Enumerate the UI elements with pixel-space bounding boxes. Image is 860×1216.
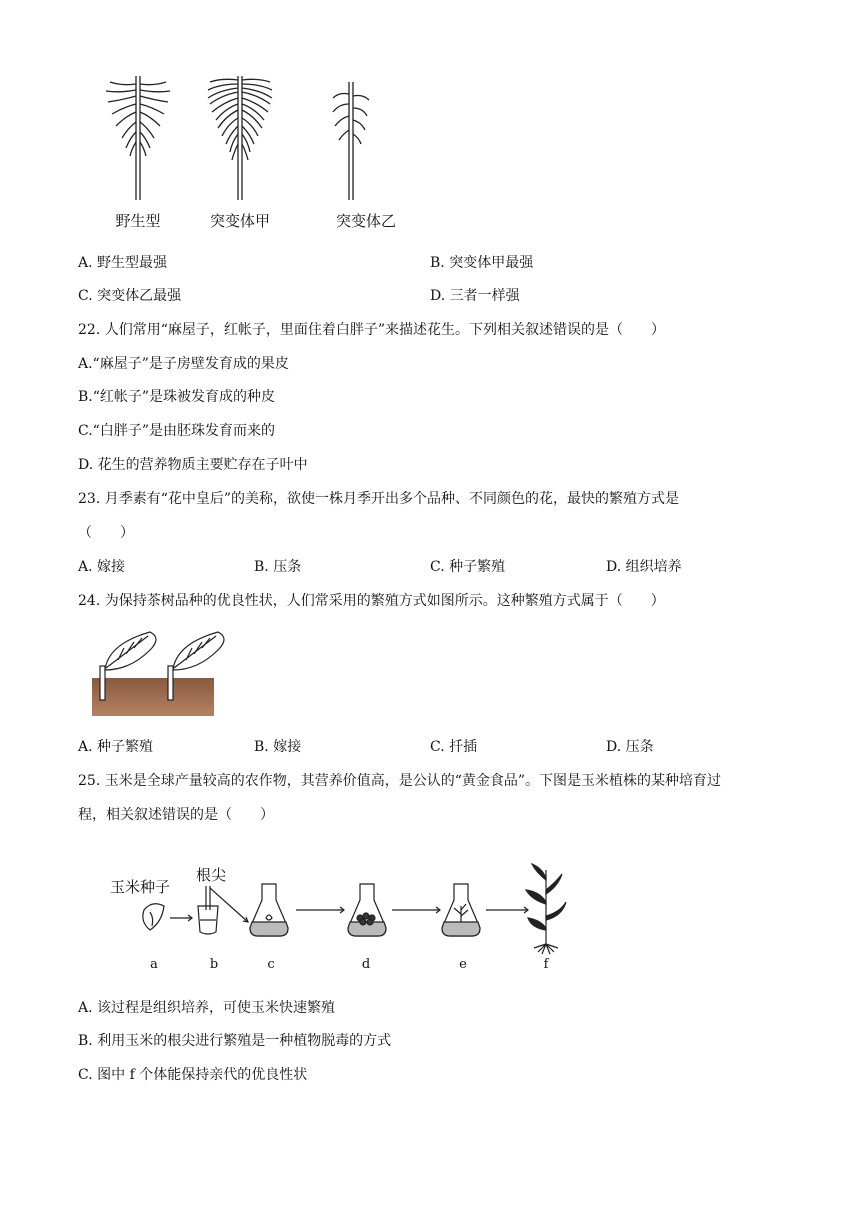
q21-option-b: B. 突变体甲最强 bbox=[430, 255, 534, 271]
step-b-label: b bbox=[209, 957, 219, 972]
mutant-a-label: 突变体甲 bbox=[209, 212, 271, 230]
step-a-label: a bbox=[150, 957, 158, 972]
q22-option-d: D. 花生的营养物质主要贮存在子叶中 bbox=[78, 457, 308, 473]
q22-option-a: A.“麻屋子”是子房壁发育成的果皮 bbox=[78, 356, 289, 372]
q22-option-b: B.“红帐子”是珠被发育成的种皮 bbox=[78, 389, 276, 405]
cutting-figure bbox=[90, 630, 240, 720]
q25-option-b: B. 利用玉米的根尖进行繁殖是一种植物脱毒的方式 bbox=[78, 1033, 392, 1049]
q21-option-a: A. 野生型最强 bbox=[78, 255, 168, 271]
q25-option-c: C. 图中 f 个体能保持亲代的优良性状 bbox=[78, 1067, 308, 1083]
q25-option-a: A. 该过程是组织培养，可使玉米快速繁殖 bbox=[78, 1000, 336, 1016]
root-tip-label: 根尖 bbox=[196, 866, 227, 884]
root-figure bbox=[98, 74, 418, 234]
q23-stem: 23. 月季素有“花中皇后”的美称，欲使一株月季开出多个品种、不同颜色的花，最快的繁殖方式是 bbox=[78, 491, 680, 507]
mutant-b-label: 突变体乙 bbox=[335, 212, 397, 230]
q24-option-c: C. 扦插 bbox=[430, 739, 478, 755]
step-d-label: d bbox=[361, 957, 371, 972]
q22-stem: 22. 人们常用“麻屋子，红帐子，里面住着白胖子”来描述花生。下列相关叙述错误的是（ ） bbox=[78, 322, 666, 338]
tissue-culture-figure bbox=[100, 860, 580, 976]
wild-type-label: 野生型 bbox=[115, 212, 161, 230]
q25-stem: 25. 玉米是全球产量较高的农作物，其营养价值高，是公认的“黄金食品”。下图是玉米植株的某种培育过 bbox=[78, 773, 722, 789]
q25-stem-cont: 程，相关叙述错误的是（ ） bbox=[78, 807, 274, 823]
q21-option-d: D. 三者一样强 bbox=[430, 288, 520, 304]
q24-stem: 24. 为保持茶树品种的优良性状，人们常采用的繁殖方式如图所示。这种繁殖方式属于（ ） bbox=[78, 593, 665, 609]
q24-option-d: D. 压条 bbox=[606, 739, 654, 755]
q24-option-a: A. 种子繁殖 bbox=[78, 739, 154, 755]
q23-option-d: D. 组织培养 bbox=[606, 559, 682, 575]
q22-option-c: C.“白胖子”是由胚珠发育而来的 bbox=[78, 423, 275, 439]
step-c-label: c bbox=[267, 957, 275, 972]
q23-stem-cont: （ ） bbox=[78, 525, 134, 541]
corn-seed-label: 玉米种子 bbox=[110, 878, 171, 896]
step-f-label: f bbox=[543, 957, 549, 972]
q23-option-a: A. 嫁接 bbox=[78, 559, 126, 575]
step-e-label: e bbox=[459, 957, 467, 972]
q21-option-c: C. 突变体乙最强 bbox=[78, 288, 182, 304]
q24-option-b: B. 嫁接 bbox=[254, 739, 302, 755]
q23-option-c: C. 种子繁殖 bbox=[430, 559, 506, 575]
q23-option-b: B. 压条 bbox=[254, 559, 302, 575]
